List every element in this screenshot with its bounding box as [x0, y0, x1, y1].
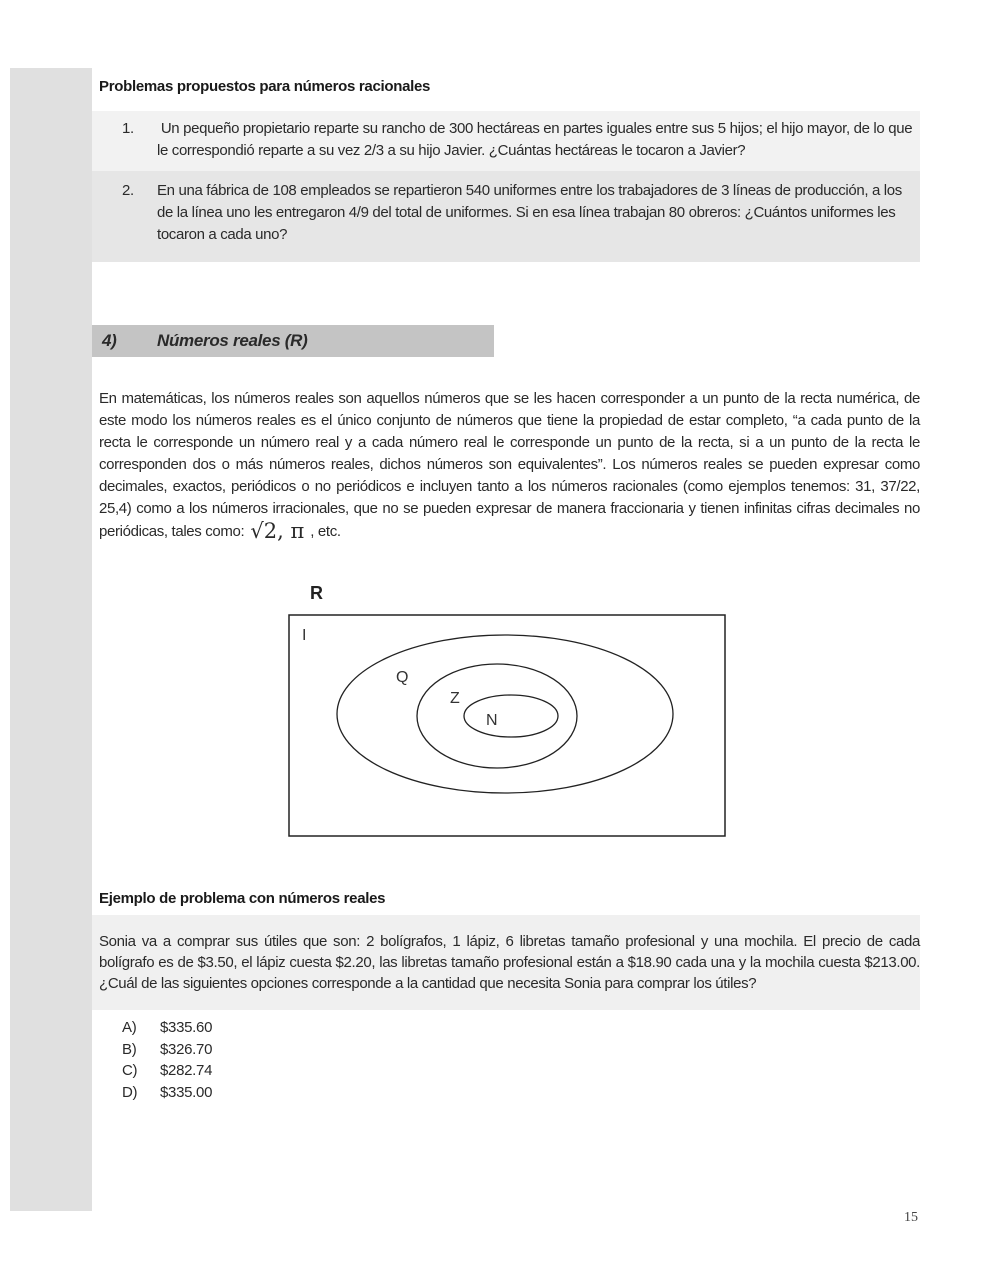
paragraph-text: En matemáticas, los números reales son aquellos números que se les hacen corresponder a un punto de la recta numérica, de este modo los números reales es el único conjunto de números que tiene la propiedad de estar completo, “a cada punto de la recta le corresponde un número real y a cada número real le corresponde un punto de la recta, si a un punto de la recta le corresponden dos o más números reales, dichos números son equivalentes”. Los números reales se pueden expresar como decimales, exactos, periódicos o no periódicos e incluyen tanto a los números racionales (como ejemplos tenemos: 31, 37/22, 25,4) como a los números irracionales, que no se pueden expresar de manera fraccionaria y tienen infinitas cifras decimales no periódicas, tales como:	[99, 390, 920, 540]
section-title: Números reales (R)	[157, 331, 308, 350]
answer-option	[122, 1039, 212, 1061]
venn-set-I-box	[289, 615, 725, 836]
math-expression: √2, π	[250, 519, 305, 543]
problem-text: Un pequeño propietario reparte su rancho de 300 hectáreas en partes iguales entre sus 5 hijos; el hijo mayor, de lo que le correspondió reparte a su vez 2/3 a su hijo Javier. ¿Cuántas hectáreas le tocaron a Javier?	[157, 120, 917, 159]
page-number: 15	[904, 1210, 918, 1225]
venn-label-Q: Q	[396, 669, 409, 686]
real-numbers-paragraph	[99, 388, 920, 543]
proposed-problems-list	[92, 111, 920, 262]
venn-label-Z: Z	[450, 690, 460, 707]
problem-text: En una fábrica de 108 empleados se repartieron 540 uniformes entre los trabajadores de 3 líneas de producción, a los de la línea uno les entregaron 4/9 del total de uniformes. Si en esa línea trabajan 80 obreros: ¿Cuántos uniformes les tocaron a cada uno?	[157, 182, 902, 243]
option-value: $335.60	[160, 1019, 213, 1036]
problem-number: 1.	[122, 120, 134, 137]
example-heading: Ejemplo de problema con números reales	[99, 890, 386, 907]
option-letter: D)	[122, 1083, 138, 1101]
section-header-band	[92, 325, 494, 357]
example-problem-text: Sonia va a comprar sus útiles que son: 2 bolígrafos, 1 lápiz, 6 libretas tamaño profesional y una mochila. El precio de cada bolígrafo es de $3.50, el lápiz cuesta $2.20, las libretas tamaño profesional están a $18.90 cada una y la mochila cuesta $213.00. ¿Cuál de las siguientes opciones corresponde a la cantidad que necesita Sonia para comprar los útiles?	[99, 933, 920, 992]
proposed-problems-heading: Problemas propuestos para números racionales	[99, 78, 431, 95]
answer-option	[122, 1060, 212, 1082]
venn-label-R: R	[310, 583, 323, 603]
option-value: $335.00	[160, 1083, 213, 1101]
option-letter: B)	[122, 1040, 137, 1058]
venn-set-Q	[337, 635, 673, 793]
example-problem-box	[92, 915, 920, 1010]
option-letter: C)	[122, 1062, 138, 1079]
problem-item	[92, 111, 920, 171]
venn-label-N: N	[486, 712, 498, 729]
venn-set-N	[464, 695, 558, 737]
venn-label-I: I	[302, 627, 307, 644]
answer-option	[122, 1017, 212, 1039]
option-value: $326.70	[160, 1040, 213, 1058]
left-margin-bar	[10, 68, 92, 1211]
section-number: 4)	[102, 331, 117, 350]
problem-number: 2.	[122, 182, 134, 199]
paragraph-tail: , etc.	[310, 523, 341, 540]
problem-item	[92, 171, 920, 262]
option-value: $282.74	[160, 1062, 213, 1079]
answer-options	[122, 1017, 212, 1103]
venn-diagram	[280, 578, 740, 843]
option-letter: A)	[122, 1019, 137, 1036]
answer-option	[122, 1082, 212, 1104]
